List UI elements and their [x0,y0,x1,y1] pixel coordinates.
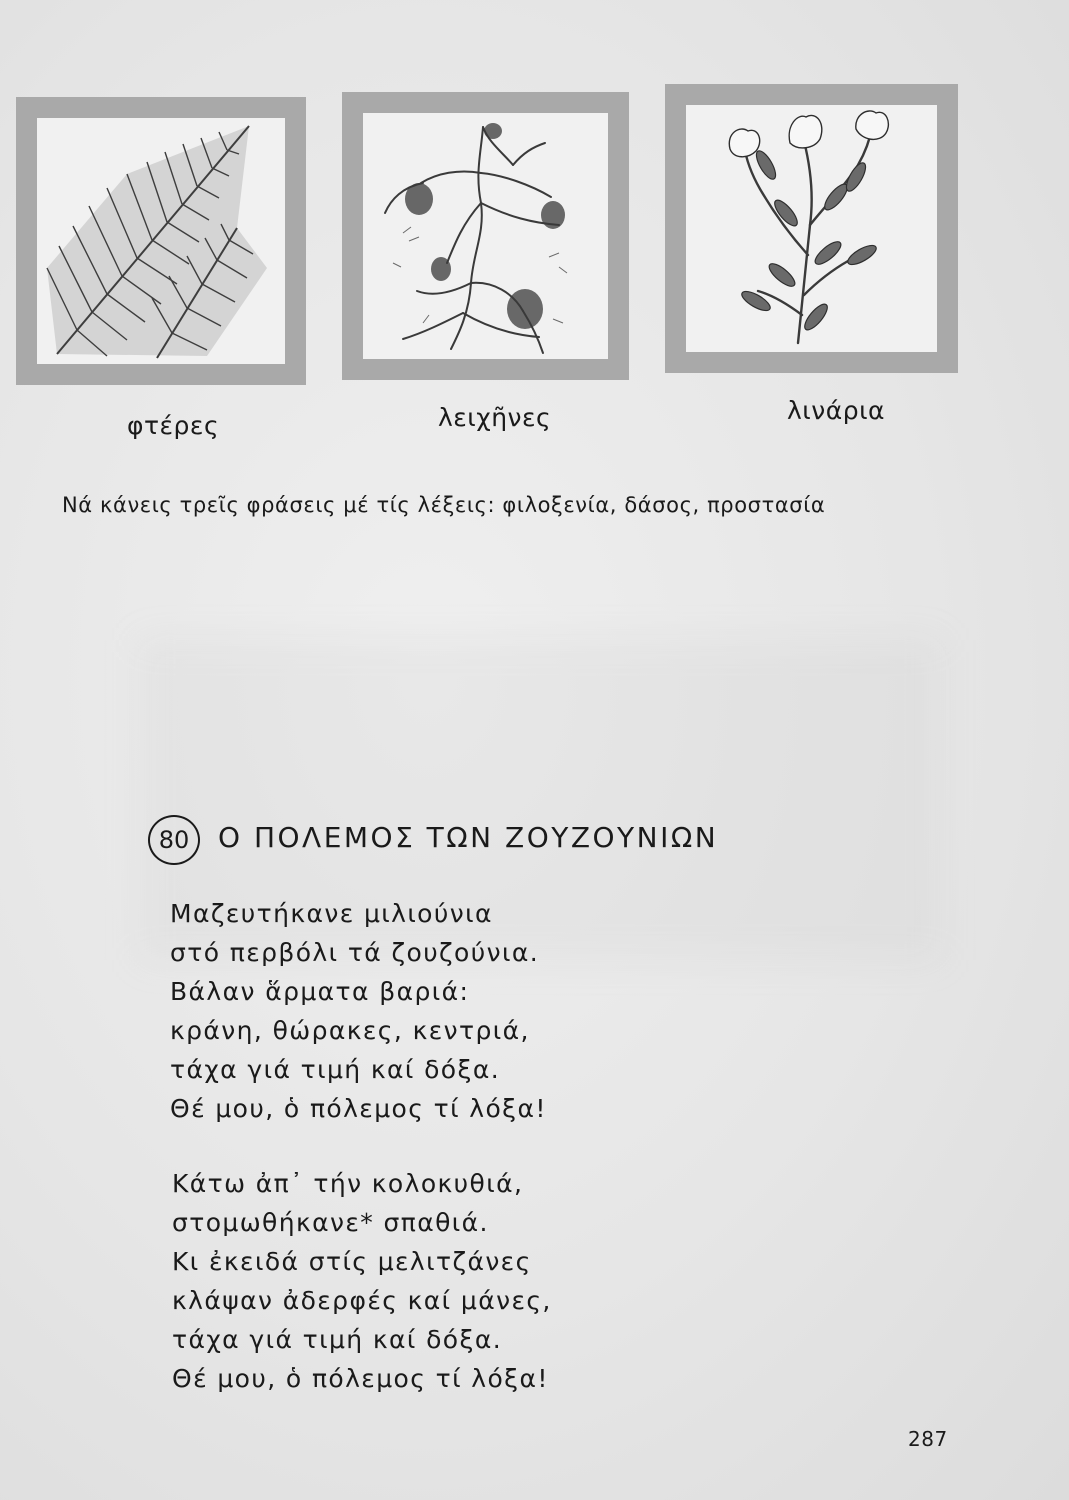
fern-caption: φτέρες [127,411,220,440]
lichen-icon [363,113,608,359]
poem-line: τάχα γιά τιμή καί δόξα. [172,1325,503,1354]
poem-line: Θέ μου, ὁ πόλεμος τί λόξα! [172,1364,549,1393]
poem-line: Βάλαν ἅρματα βαριά: [170,977,470,1006]
poem-line: Κι ἐκειδά στίς μελιτζάνες [172,1247,532,1276]
lichen-illustration-frame [342,92,629,380]
poem-stanza-1 [170,894,547,1128]
flax-illustration-frame [665,84,958,373]
poem-line: κράνη, θώρακες, κεντριά, [170,1016,530,1045]
poem-line: Θέ μου, ὁ πόλεμος τί λόξα! [170,1094,547,1123]
fern-illustration-frame [16,97,306,385]
exercise-instruction: Νά κάνεις τρεῖς φράσεις μέ τίς λέξεις: φιλοξενία, δάσος, προστασία [62,493,826,517]
poem-stanza-2 [172,1164,552,1398]
poem-line: Μαζευτήκανε μιλιούνια [170,899,493,928]
flax-caption: λινάρια [787,396,886,425]
page-number: 287 [908,1427,948,1451]
poem-line: κλάψαν ἀδερφές καί μάνες, [172,1286,552,1315]
poem-line: τάχα γιά τιμή καί δόξα. [170,1055,501,1084]
poem-line: Κάτω ἀπ᾽ τήν κολοκυθιά, [172,1169,524,1198]
poem-line: στό περβόλι τά ζουζούνια. [170,938,540,967]
lesson-title: Ο ΠΟΛΕΜΟΣ ΤΩΝ ΖΟΥΖΟΥΝΙΩΝ [218,821,719,854]
poem-line: στομωθήκανε* σπαθιά. [172,1208,489,1237]
flax-icon [686,105,937,352]
lesson-number-badge: 80 [148,815,200,865]
fern-icon [37,118,285,364]
lichen-caption: λειχῆνες [438,403,552,432]
